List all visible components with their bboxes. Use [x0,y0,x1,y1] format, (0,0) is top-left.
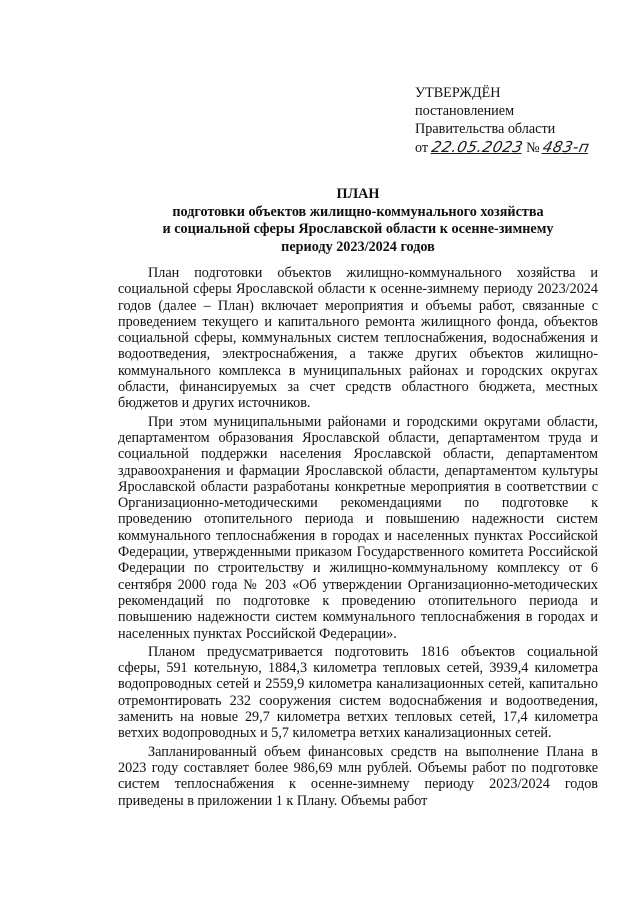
approval-stamp [415,84,590,157]
approved-by-resolution: постановлением [415,103,515,119]
paragraph: Запланированный объем финансовых средств на выполнение Плана в 2023 году составляет более 986,69 млн рублей. Объемы работ по подготовке систем теплоснабжения к осенне-зимнему периоду 2023/2024 годов приведены в приложении 1 к Плану. Объемы работ [118,743,598,809]
handwritten-number: 483-п [541,138,592,156]
paragraph: Планом предусматривается подготовить 1816 объектов социальной сферы, 591 котельную, 1884,3 километра тепловых сетей, 3939,4 километра водопроводных сетей и 2559,9 километра канализационных сетей, капитально отремонтировать 232 сооружения систем водоснабжения и водоотведения, заменить на новые 29,7 километра ветхих тепловых сетей, 17,4 километра ветхих водопроводных и 5,7 километра ветхих канализационных сетей. [118,643,598,742]
approved-government: Правительства области [415,121,556,137]
plan-body [118,265,598,811]
paragraph: При этом муниципальными районами и городскими округами области, департаментом образования Ярославской области, департаментом труда и социальной поддержки населения Ярославской области, департаментом здравоохранения и фармации Ярославской области, департаментом культуры Ярославской области разработаны конкретные мероприятия в соответствии с Организационно-методическими рекомендациями по подготовке к проведению отопительного периода и повышению надежности систем коммунального теплоснабжения в городах и населенных пунктах Российской Федерации, утвержденными приказом Государственного комитета Российской Федерации по строительству и жилищно-коммунальному комплексу от 6 сентября 2000 года № 203 «Об утверждении Организационно-методических рекомендаций по подготовке к проведению отопительного периода и повышению надежности систем коммунального теплоснабжения в городах и населенных пунктах Российской Федерации». [118,413,598,642]
title-line-4: периоду 2023/2024 годов [281,238,435,255]
title-line-2: подготовки объектов жилищно-коммунального хозяйства [172,203,544,220]
paragraph: План подготовки объектов жилищно-коммунального хозяйства и социальной сферы Ярославской области к осенне-зимнему периоду 2023/2024 годов (далее – План) включает мероприятия и объемы работ, связанные с проведением текущего и капитального ремонта жилищного фонда, объектов социальной сферы, коммунальных систем теплоснабжения, водоснабжения и водоотведения, электроснабжения, а также других объектов жилищно-коммунального комплекса в муниципальных районах и городских округах области, финансируемых за счет средств областного бюджета, местных бюджетов и других источников. [118,265,598,412]
handwritten-date: 22.05.2023 [429,138,525,156]
plan-title [118,186,598,256]
title-line-1: ПЛАН [336,186,380,202]
approved-heading: УТВЕРЖДЁН [415,85,501,101]
number-prefix: № [526,140,540,156]
date-prefix: от [415,140,429,156]
approval-date-number [415,138,590,157]
title-line-3: и социальной сферы Ярославской области к осенне-зимнему [162,221,554,237]
